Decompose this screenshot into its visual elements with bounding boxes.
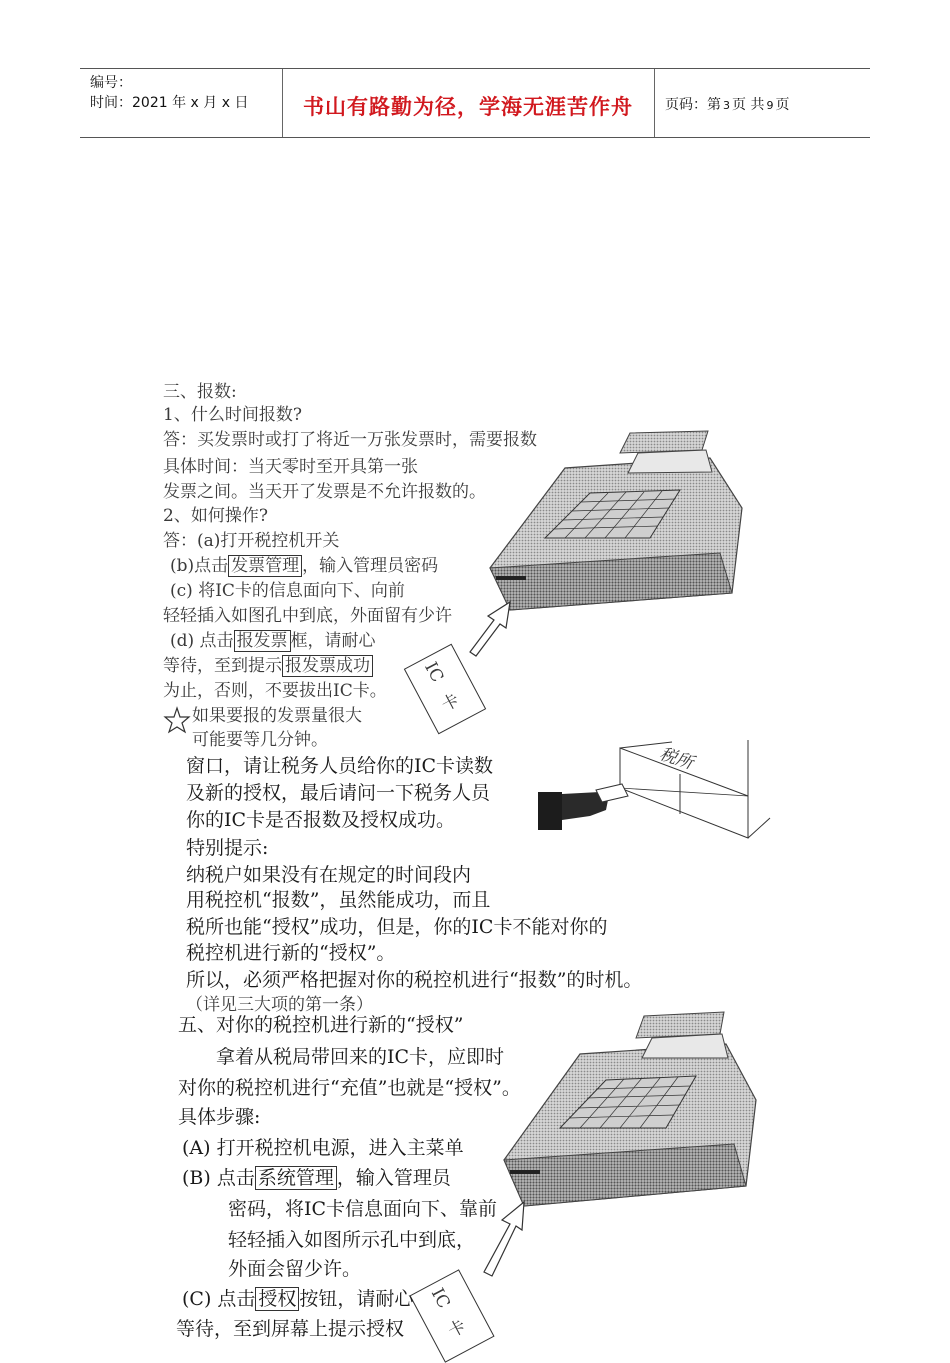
document-number-label: 编号： xyxy=(90,75,132,91)
tip-line: 税控机进行新的“授权”。 xyxy=(186,942,396,964)
page-current: 3 xyxy=(723,99,730,112)
clipped-line xyxy=(186,990,706,1015)
hand-with-card-illustration xyxy=(536,780,636,834)
section-heading: 三、报数: xyxy=(163,382,237,402)
step-text: 为止，否则，不要拔出IC卡。 xyxy=(163,681,387,701)
step-text: (c) 将IC卡的信息面向下、向前 xyxy=(170,581,405,601)
steps-heading: 具体步骤: xyxy=(178,1106,261,1128)
note-text: 如果要报的发票量很大 xyxy=(192,706,362,726)
step-text: (d) 点击 报发票 框，请耐心 xyxy=(170,631,376,651)
page-total: 9 xyxy=(766,99,774,112)
header-motto: 书山有路勤为径，学海无涯苦作舟 xyxy=(303,95,633,119)
paragraph-line: 对你的税控机进行“充值”也就是“授权”。 xyxy=(178,1077,521,1099)
tax-control-machine-illustration xyxy=(490,1010,760,1220)
insert-arrow-icon xyxy=(462,598,522,658)
tip-line: 税所也能“授权”成功，但是，你的IC卡不能对你的 xyxy=(186,916,608,938)
answer-line: 答：买发票时或打了将近一万张发票时，需要报数 xyxy=(163,430,537,450)
step-text: 轻轻插入如图所示孔中到底， xyxy=(228,1229,476,1251)
star-icon xyxy=(163,706,191,734)
question: 2、如何操作? xyxy=(163,506,268,526)
tip-heading: 特别提示: xyxy=(186,837,269,859)
paragraph-line: 拿着从税局带回来的IC卡，应即时 xyxy=(216,1046,505,1068)
authorize-button-label: 授权 xyxy=(255,1287,299,1311)
paragraph-line: 窗口，请让税务人员给你的IC卡读数 xyxy=(186,755,494,777)
step-text: (A) 打开税控机电源，进入主菜单 xyxy=(182,1137,464,1159)
document-date: 时间：2021 年 x 月 x 日 xyxy=(90,95,249,111)
step-text: 等待，至到提示 报发票成功 xyxy=(163,651,373,676)
answer-line: 具体时间：当天零时至开具第一张 xyxy=(163,457,418,477)
answer-line: 发票之间。当天开了发票是不允许报数的。 xyxy=(163,482,486,502)
tip-line: 用税控机“报数”，虽然能成功，而且 xyxy=(186,889,491,911)
tip-line: 纳税户如果没有在规定的时间段内 xyxy=(186,864,472,886)
step-text: (C) 点击 授权 按钮，请耐心 xyxy=(182,1288,414,1310)
paragraph-line: 及新的授权，最后请问一下税务人员 xyxy=(186,782,491,804)
report-success-message-label: 报发票成功 xyxy=(282,655,373,677)
step-text: 外面会留少许。 xyxy=(228,1258,362,1280)
page-indicator: 页码：第 3 页 共 9 页 xyxy=(665,97,790,113)
step-text: 答：(a)打开税控机开关 xyxy=(163,531,340,551)
step-text: 等待，至到屏幕上提示授权 xyxy=(176,1318,405,1340)
note-text: 可能要等几分钟。 xyxy=(192,730,328,750)
system-management-button-label: 系统管理 xyxy=(255,1166,337,1190)
step-text: 轻轻插入如图孔中到底，外面留有少许 xyxy=(163,606,452,626)
tax-office-sign: 税所 xyxy=(656,744,696,774)
report-invoice-button-label: 报发票 xyxy=(234,630,291,652)
ic-card-icon: IC 卡 xyxy=(409,1269,494,1362)
step-text: (B) 点击 系统管理 ，输入管理员 xyxy=(182,1167,451,1189)
invoice-management-button-label: 发票管理 xyxy=(228,555,302,577)
tip-line: 所以，必须严格把握对你的税控机进行“报数”的时机。 xyxy=(186,969,643,991)
question: 1、什么时间报数? xyxy=(163,405,302,425)
section-heading: 五、对你的税控机进行新的“授权” xyxy=(178,1014,464,1036)
step-text: 密码，将IC卡信息面向下、靠前 xyxy=(228,1198,498,1220)
ic-card-icon: IC 卡 xyxy=(404,644,486,735)
tip-line: （详见三大项的第一条） xyxy=(186,995,373,1015)
paragraph-line: 你的IC卡是否报数及授权成功。 xyxy=(186,809,456,831)
step-text: (b)点击 发票管理 ，输入管理员密码 xyxy=(170,556,439,576)
